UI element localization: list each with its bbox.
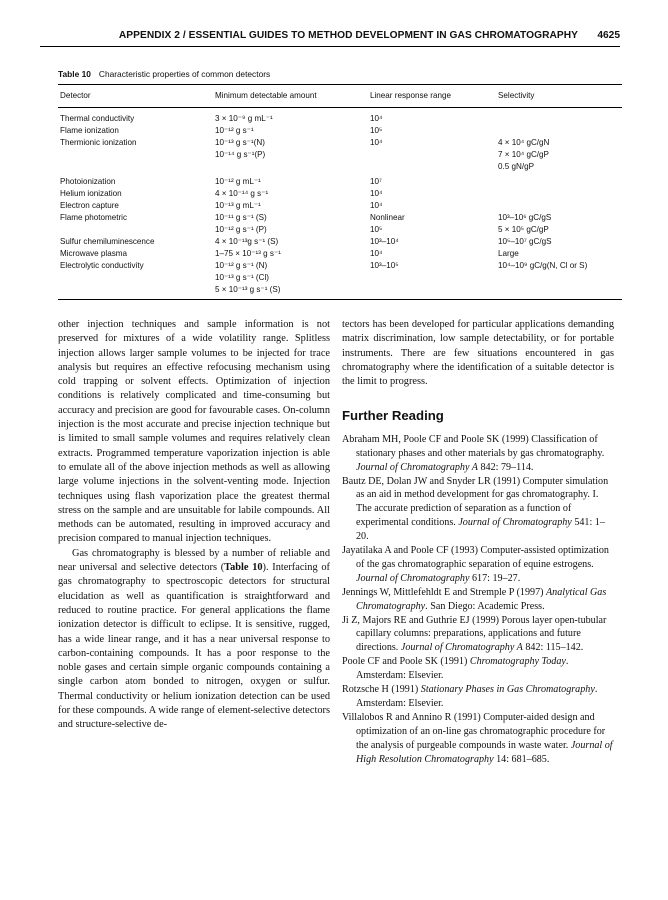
detector-cell (60, 176, 115, 188)
range-cell (370, 236, 399, 248)
cell-text: 1–75 × 10⁻¹³ g s⁻¹ (215, 248, 281, 258)
range-cell (370, 260, 399, 272)
table-body (58, 113, 622, 295)
cell-text: 10³–10⁵ (370, 260, 399, 270)
reference-text: Jayatilaka A and Poole CF (1993) Computer-assisted optimization of the gas chromatographic separation of equine estrogens. (342, 545, 609, 570)
reference-text: 541: 1–20. (356, 517, 605, 543)
table-row (58, 212, 622, 236)
body-text: Gas chromatography is blessed by a number of reliable and near universal and selective detectors ( (58, 547, 330, 574)
cell-text: Photoionization (60, 177, 116, 187)
range-cell (370, 125, 382, 137)
cell-text: 10⁻¹² g s⁻¹ (P) (215, 225, 267, 235)
range-cell (370, 248, 382, 260)
reference-entry (342, 475, 614, 545)
reference-text: 14: 681–685. (493, 753, 550, 765)
page-number: 4625 (597, 30, 620, 41)
reference-source: Analytical Gas Chromatography (356, 586, 607, 612)
reference-entry (342, 586, 614, 614)
cell-text: 4 × 10⁴ gC/gN (498, 137, 550, 147)
selectivity-cell (498, 137, 549, 173)
cell-text: Microwave plasma (60, 248, 128, 258)
mda-cell (215, 188, 268, 200)
table-header-row (58, 85, 622, 108)
reference-entry (342, 683, 614, 711)
mda-cell (215, 113, 273, 125)
range-cell (370, 212, 405, 236)
cell-text: Helium ionization (60, 189, 122, 199)
table-row (58, 113, 622, 125)
table-row (58, 125, 622, 137)
cell-text: 10⁴ (370, 189, 383, 199)
reference-text: 842: 115–142. (522, 642, 584, 654)
detector-cell (60, 212, 127, 224)
cell-text: 10³–10⁶ gC/gS (498, 213, 552, 223)
detector-cell (60, 188, 122, 200)
right-text-column (342, 318, 614, 767)
cell-text: 10⁴ (370, 114, 383, 123)
reference-source: Journal of Chromatography (458, 517, 572, 529)
cell-text: 10⁵–10⁷ gC/gS (498, 236, 552, 246)
cell-text: 7 × 10⁴ gC/gP (498, 149, 549, 159)
range-cell (370, 200, 382, 212)
detector-cell (60, 113, 134, 125)
detector-cell (60, 137, 136, 149)
cell-text: 0.5 gN/gP (498, 161, 534, 171)
cell-text: 10⁴ (370, 248, 383, 258)
cell-text: 10⁻¹¹ g s⁻¹ (S) (215, 213, 267, 223)
cell-text: Sulfur chemiluminescence (60, 236, 155, 246)
running-header-title: APPENDIX 2 / ESSENTIAL GUIDES TO METHOD DEVELOPMENT IN GAS CHROMATOGRAPHY (118, 30, 578, 41)
cell-text: Electron capture (60, 201, 119, 211)
cell-text: 10⁴ (370, 201, 383, 211)
cell-text: 4 × 10⁻¹⁴ g s⁻¹ (215, 189, 269, 199)
table-row (58, 188, 622, 200)
table-row (58, 137, 622, 173)
cell-text: 10⁻¹³ g s⁻¹ (Cl) (215, 272, 269, 282)
reference-source: Journal of High Resolution Chromatography (356, 739, 613, 765)
table-header-selectivity: Selectivity (498, 91, 535, 100)
cell-text: 5 × 10⁵ gC/gP (498, 225, 549, 235)
cell-text: 10⁵ (370, 225, 383, 235)
table-row (58, 176, 622, 188)
range-cell (370, 113, 382, 125)
running-header (40, 30, 620, 47)
body-paragraph (58, 547, 330, 733)
table-header-range: Linear response range (370, 91, 451, 100)
reference-source: Stationary Phases in Gas Chromatography (420, 684, 595, 696)
range-cell (370, 137, 382, 149)
cell-text: Flame photometric (60, 213, 128, 223)
reference-text: . San Diego: Academic Press. (425, 600, 545, 612)
reference-text: Abraham MH, Poole CF and Poole SK (1999) Classification of stationary phases and other materials by gas chromatography. (342, 433, 605, 459)
mda-cell (215, 200, 261, 212)
cell-text: 10³–10⁴ (370, 236, 399, 246)
mda-cell (215, 248, 281, 260)
cell-text: 10⁻¹³ g s⁻¹(N) (215, 137, 265, 147)
table-row (58, 248, 622, 260)
cell-text: 10⁴ (370, 137, 383, 147)
cell-text: 10⁵ (370, 125, 383, 135)
reference-text: Bautz DE, Dolan JW and Snyder LR (1991) Computer simulation as an aid in method development for gas chromatography. I. The accurate prediction of separation as a function of experimental conditions. (342, 475, 609, 529)
reference-source: Journal of Chromatography A (400, 642, 523, 654)
cell-text: 4 × 10⁻¹³g s⁻¹ (S) (215, 236, 279, 246)
reference-entry (342, 544, 614, 586)
table-row (58, 236, 622, 248)
reference-text: 842: 79–114. (477, 461, 534, 473)
cell-text: 10⁻¹³ g mL⁻¹ (215, 201, 261, 211)
cell-text: 10⁻¹² g s⁻¹ (215, 125, 254, 135)
cell-text: 10⁷ (370, 177, 382, 187)
section-heading: Further Reading (342, 408, 444, 424)
selectivity-cell (498, 248, 519, 260)
table-caption-text: Characteristic properties of common detectors (98, 69, 271, 79)
reference-source: Journal of Chromatography (356, 572, 470, 584)
table-caption (58, 69, 270, 79)
mda-cell (215, 260, 280, 296)
table-label: Table 10 (58, 69, 91, 79)
table-header-detector: Detector (60, 91, 91, 100)
range-cell (370, 188, 382, 200)
reference-entry (342, 711, 614, 767)
mda-cell (215, 125, 254, 137)
reference-text: Villalobos R and Annino R (1991) Computer-aided design and optimization of an on-line gas chromatographic procedure for the analysis of purgeable compounds in waste water. (342, 711, 606, 751)
table-reference-link[interactable]: Table 10 (224, 562, 263, 574)
reference-source: Journal of Chromatography A (356, 461, 478, 473)
table-row (58, 260, 622, 296)
cell-text: 10⁻¹⁴ g s⁻¹(P) (215, 149, 266, 159)
reference-list (342, 433, 614, 767)
table-header-mda: Minimum detectable amount (215, 91, 317, 100)
reference-entry (342, 433, 614, 475)
cell-text: Flame ionization (60, 125, 119, 135)
cell-text: 10⁴–10⁹ gC/g(N, Cl or S) (498, 260, 588, 270)
mda-cell (215, 236, 278, 248)
mda-cell (215, 137, 265, 161)
cell-text: 10⁻¹² g s⁻¹ (N) (215, 260, 268, 270)
body-paragraph: tectors has been developed for particular applications demanding matrix discrimination, low sample detectability, or for portable instruments. There are few situations encountered in gas chromatography where the identification of a suitable detector is the limit to progress. (342, 319, 614, 388)
detector-cell (60, 260, 144, 272)
cell-text: Electrolytic conductivity (60, 260, 144, 270)
mda-cell (215, 176, 261, 188)
detector-cell (60, 248, 127, 260)
cell-text: Large (498, 248, 519, 258)
detector-table (58, 84, 622, 300)
reference-entry (342, 655, 614, 683)
body-paragraph: other injection techniques and sample information is not preserved for mixtures of a wide volatility range. Splitless injection allows larger sample volumes to be injected for trace analysis but requires an effective refocusing mechanism using cold trapping or solvent effects. Optimization of injection conditions is relatively complicated and time-consuming but accuracy and precision are good for favourable cases. On-column injection is the most accurate and precise injection technique but is limited to small sample volumes and requires relatively clean extracts. Programmed temperature vaporization injection is able to emulate all of the above injection methods as well as allowing large volume injections in the solvent-venting mode. Injection techniques using flash vaporization place the greatest thermal stress on the sample and are unsuitable for labile compounds. All methods can be automated, resulting in improved accuracy and precision compared to manual injection techniques. (58, 319, 330, 545)
mda-cell (215, 212, 267, 236)
reference-entry (342, 614, 614, 656)
cell-text: Thermionic ionization (60, 137, 137, 147)
reference-text: . Amsterdam: Elsevier. (356, 684, 598, 709)
range-cell (370, 176, 382, 188)
table-row (58, 200, 622, 212)
reference-text: Jennings W, Mittlefehldt E and Stremple P (1997) (342, 586, 547, 598)
cell-text: 10⁻¹² g mL⁻¹ (215, 177, 261, 187)
left-text-column (58, 318, 330, 733)
reference-text: . Amsterdam: Elsevier. (356, 656, 569, 682)
detector-cell (60, 125, 119, 137)
cell-text: Nonlinear (370, 213, 405, 223)
reference-text: Poole CF and Poole SK (1991) (342, 656, 470, 668)
reference-text: Ji Z, Majors RE and Guthrie EJ (1999) Porous layer open-tubular capillary columns: preparations, applications and future directions. (342, 614, 607, 654)
cell-text: Thermal conductivity (60, 114, 135, 123)
reference-text: Rotzsche H (1991) (342, 684, 421, 696)
cell-text: 3 × 10⁻⁹ g mL⁻¹ (215, 114, 273, 123)
selectivity-cell (498, 260, 587, 272)
body-text: ). Interfacing of gas chromatography to spectroscopic detectors for structural elucidation as well as quantification is straightforward and reduced to routine practice. For general applications the flame ionization detector is difficult to eclipse. It is sensitive, rugged, has a wide linear range, and it has a near universal response to carbon-containing compounds. It has a poor response to the noble gases and certain simple organic compounds containing a single carbon atom bonded to nitrogen, oxygen or sulfur. Thermal conductivity or helium ionization detection can be used for these compounds. A wide range of element-selective detectors and structure-selective de- (58, 562, 331, 731)
detector-cell (60, 200, 119, 212)
selectivity-cell (498, 212, 551, 236)
reference-source: Chromatography Today (469, 656, 566, 668)
selectivity-cell (498, 236, 552, 248)
cell-text: 5 × 10⁻¹³ g s⁻¹ (S) (215, 284, 281, 294)
detector-cell (60, 236, 154, 248)
reference-text: 617: 19–27. (469, 572, 521, 584)
